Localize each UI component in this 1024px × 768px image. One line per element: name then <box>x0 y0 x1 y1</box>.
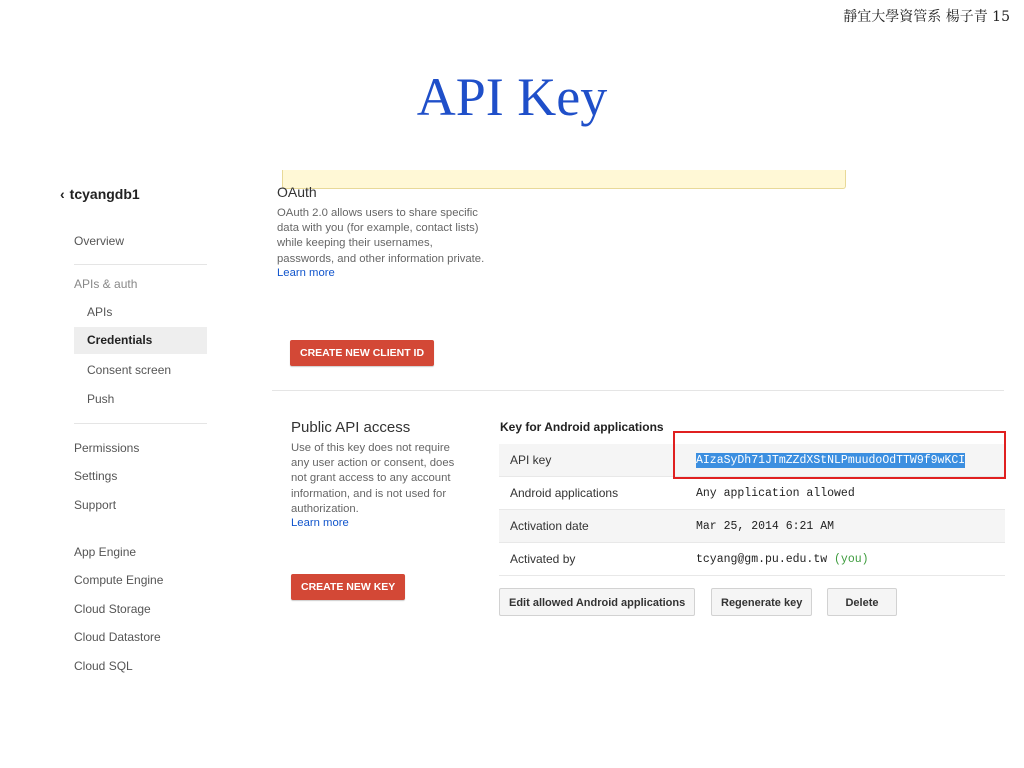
android-apps-value: Any application allowed <box>696 486 855 500</box>
section-divider <box>272 390 1004 391</box>
create-new-key-button[interactable]: CREATE NEW KEY <box>291 574 405 600</box>
slide-title: API Key <box>416 67 608 127</box>
sidebar-item-cloud-storage[interactable]: Cloud Storage <box>74 602 151 616</box>
sidebar-item-cloud-datastore[interactable]: Cloud Datastore <box>74 630 161 644</box>
public-api-description: Use of this key does not require any user action or consent, does not grant access to any account information, and is not used for authorization. <box>291 442 455 515</box>
table-row <box>499 510 1005 543</box>
slide-header: 靜宜大學資管系 楊子青 15 <box>843 9 1010 25</box>
oauth-learn-more-link[interactable]: Learn more <box>277 266 335 279</box>
oauth-description: OAuth 2.0 allows users to share specific data with you (for example, contact lists) while keeping their usernames, passwords, and other information private. <box>277 207 485 265</box>
activated-by-value <box>696 553 869 566</box>
sidebar-item-app-engine[interactable]: App Engine <box>74 545 137 559</box>
public-api-learn-more-link[interactable]: Learn more <box>291 517 349 530</box>
sidebar-item-credentials[interactable]: Credentials <box>74 327 207 354</box>
sidebar-item-compute-engine[interactable]: Compute Engine <box>74 573 164 587</box>
notification-bar <box>282 170 846 189</box>
create-client-id-button[interactable]: CREATE NEW CLIENT ID <box>290 340 434 366</box>
sidebar-item-permissions[interactable]: Permissions <box>74 441 140 455</box>
sidebar-item-consent-screen[interactable]: Consent screen <box>87 363 172 377</box>
sidebar-item-apis[interactable]: APIs <box>87 305 113 319</box>
api-key-label: API key <box>510 453 552 467</box>
public-api-description-block <box>291 441 466 529</box>
project-back-link[interactable] <box>60 186 210 202</box>
console-screenshot <box>0 170 1024 690</box>
sidebar-item-push[interactable]: Push <box>87 392 115 406</box>
chevron-left-icon: ‹ <box>60 186 65 202</box>
sidebar-divider <box>74 423 207 424</box>
sidebar-item-settings[interactable]: Settings <box>74 469 118 483</box>
sidebar-item-apis-auth[interactable]: APIs & auth <box>74 277 138 291</box>
sidebar-item-overview[interactable]: Overview <box>74 234 125 248</box>
sidebar <box>60 186 210 673</box>
table-row <box>499 477 1005 510</box>
sidebar-divider <box>74 264 207 265</box>
api-key-highlight-box <box>673 431 1006 479</box>
oauth-title: OAuth <box>277 184 317 200</box>
edit-allowed-apps-button[interactable]: Edit allowed Android applications <box>499 588 695 616</box>
you-tag: (you) <box>834 552 869 566</box>
table-row <box>499 543 1005 576</box>
delete-button[interactable]: Delete <box>827 588 897 616</box>
activated-by-label: Activated by <box>510 552 576 566</box>
sidebar-item-support[interactable]: Support <box>74 498 117 512</box>
activation-date-value: Mar 25, 2014 6:21 AM <box>696 519 835 533</box>
regenerate-key-button[interactable]: Regenerate key <box>711 588 812 616</box>
android-apps-label: Android applications <box>510 486 619 500</box>
public-api-title: Public API access <box>291 419 411 436</box>
project-name: tcyangdb1 <box>69 186 140 202</box>
android-key-title: Key for Android applications <box>500 420 664 434</box>
activation-date-label: Activation date <box>510 519 589 533</box>
activated-by-email: tcyang@gm.pu.edu.tw <box>696 552 828 566</box>
oauth-description-block <box>277 206 487 279</box>
selected-api-key[interactable]: AIzaSyDh71JTmZZdXStNLPmuudoOdTTW9f9wKCI <box>696 453 966 467</box>
sidebar-item-cloud-sql[interactable]: Cloud SQL <box>74 659 133 673</box>
